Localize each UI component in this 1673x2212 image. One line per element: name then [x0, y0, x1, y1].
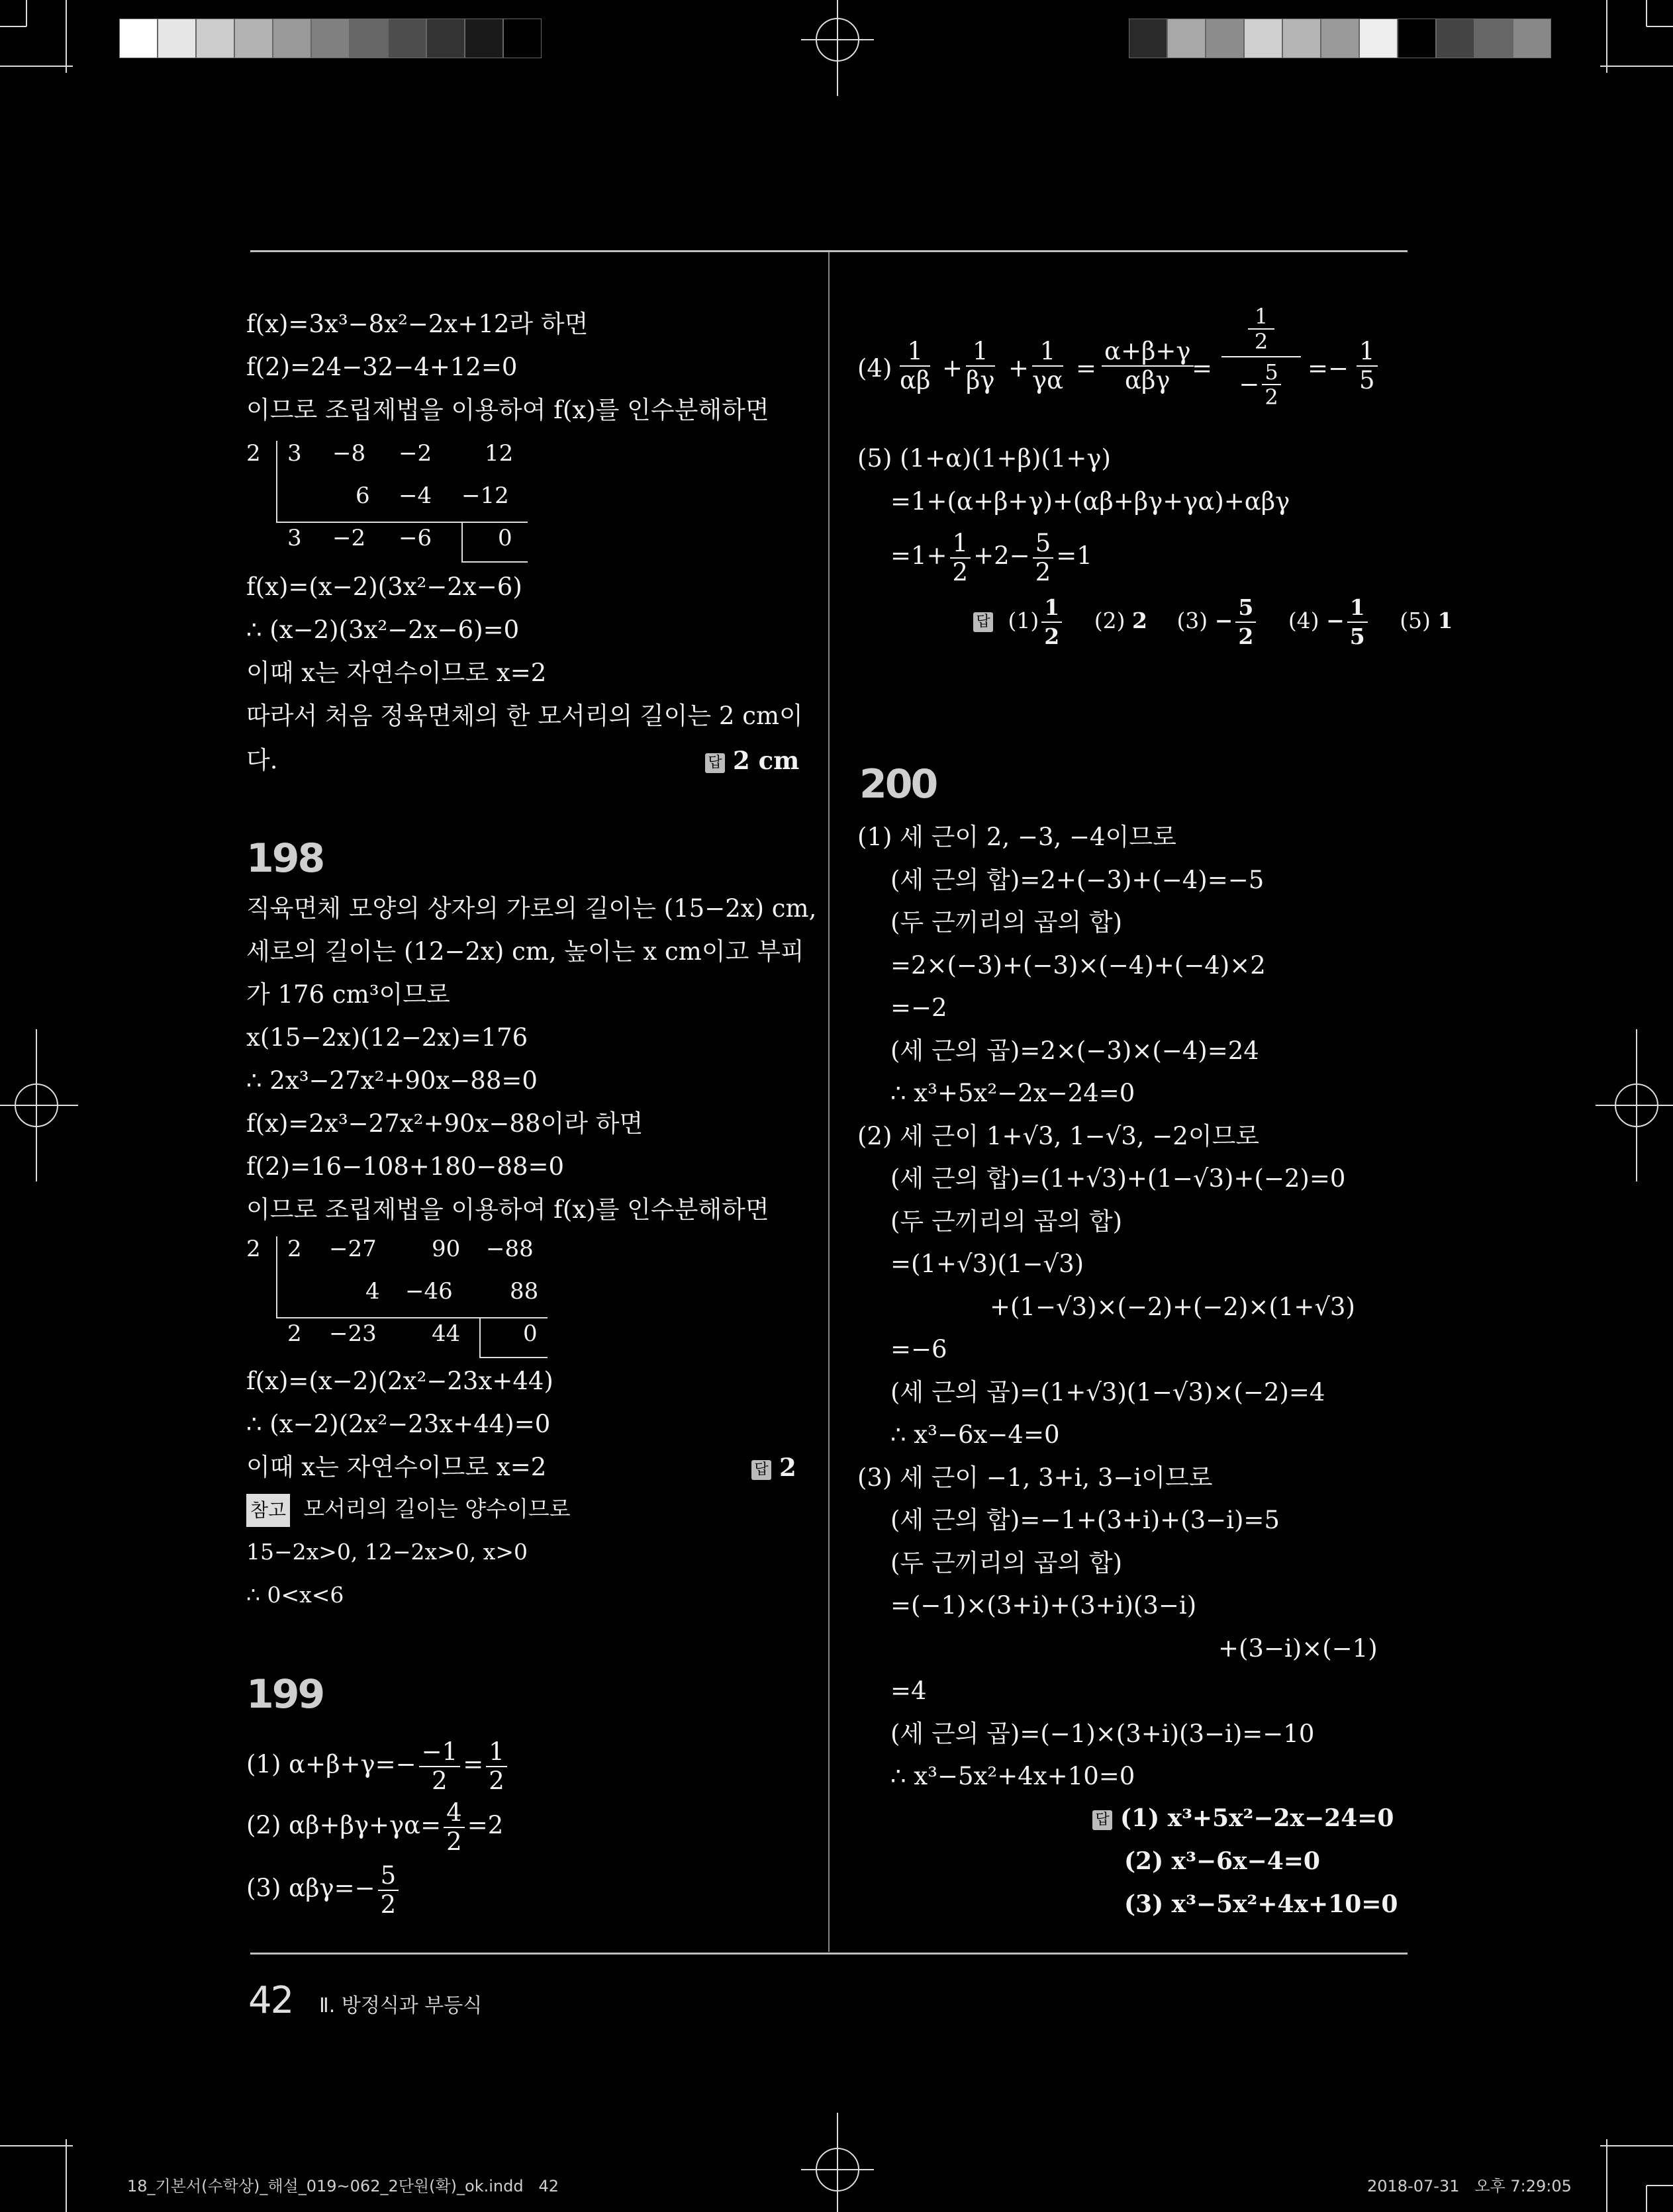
eq-line: (5) (1+α)(1+β)(1+γ) [857, 444, 1111, 473]
frac-den: 5 [1359, 366, 1375, 394]
text-line: 가 176 cm³이므로 [246, 980, 450, 1009]
eq-line: =2×(−3)+(−3)×(−4)+(−4)×2 [890, 950, 1266, 980]
eq-part: =− [1308, 354, 1349, 383]
answer-value: 1 [1437, 608, 1453, 633]
item-line: (3) 세 근이 −1, 3+i, 3−i이므로 [857, 1463, 1213, 1492]
frac-den: 2 [952, 557, 969, 586]
coef: 6 [356, 483, 370, 509]
registration-mark-right [1596, 1029, 1673, 1181]
answer-200-2 [1124, 1845, 1320, 1878]
color-swatch [1436, 19, 1474, 58]
text-line: 세로의 길이는 (12−2x) cm, 높이는 x cm이고 부피 [246, 937, 804, 966]
coef: 90 [432, 1236, 461, 1262]
color-swatch [1244, 19, 1282, 58]
crop-mark-top-right [1567, 0, 1673, 106]
eq-part: = [463, 1750, 484, 1778]
answer-item-label: (2) [1094, 608, 1125, 633]
color-swatch [1474, 19, 1513, 58]
frac-den: 2 [1035, 557, 1051, 586]
eq-part: =1 [1056, 541, 1092, 570]
frac-den: 2 [489, 1766, 504, 1795]
coef: 2 [287, 1236, 302, 1262]
coef: 3 [287, 440, 302, 467]
answer-badge-icon: 답 [705, 753, 725, 773]
frac-den: 2 [1265, 385, 1278, 410]
eq-line: (두 근끼리의 곱의 합) [890, 908, 1123, 937]
color-swatch [273, 19, 311, 58]
divisor: 2 [246, 440, 261, 467]
eq-line: (세 근의 곱)=(−1)×(3+i)(3−i)=−10 [890, 1719, 1315, 1748]
coef: −6 [399, 525, 432, 551]
coef: −2 [399, 440, 432, 467]
frac-num: 1 [1032, 338, 1063, 367]
coef: −4 [399, 483, 432, 509]
remainder: 0 [523, 1320, 538, 1347]
eq-part: (2) αβ+βγ+γα= [246, 1811, 442, 1839]
coef: 88 [510, 1278, 539, 1305]
eq-line: (세 근의 곱)=(1+√3)(1−√3)×(−2)=4 [890, 1377, 1325, 1406]
eq-line: f(2)=24−32−4+12=0 [246, 353, 518, 381]
column-divider [828, 252, 830, 1952]
registration-mark-left [0, 1029, 79, 1181]
left-color-bar [119, 19, 543, 58]
coef: −46 [405, 1278, 453, 1305]
answer-value: 2 cm [733, 746, 800, 775]
frac-num: 5 [1235, 594, 1256, 623]
eq-line: =−2 [890, 993, 947, 1022]
frac-num: α+β+γ [1102, 338, 1194, 367]
eq-line: =4 [890, 1677, 927, 1705]
color-swatch [1398, 19, 1436, 58]
eq-line-199-3 [246, 1857, 401, 1920]
frac-num: 1 [966, 338, 995, 367]
text-line: 이므로 조립제법을 이용하여 f(x)를 인수분해하면 [246, 1195, 769, 1224]
remainder: 0 [498, 525, 512, 551]
frac-num: 1 [1357, 338, 1378, 367]
note [246, 1493, 571, 1527]
frac-den: γα [1032, 366, 1064, 394]
answer-200-1 [1092, 1802, 1394, 1835]
item-line: (1) 세 근이 2, −3, −4이므로 [857, 823, 1176, 851]
eq-line: f(x)=(x−2)(2x²−23x+44) [246, 1367, 553, 1395]
coef: −27 [329, 1236, 377, 1262]
answer-item-label: (5) [1400, 608, 1431, 633]
eq-part: =2 [467, 1811, 504, 1839]
crop-mark-top-left [0, 0, 106, 106]
problem-number-199: 199 [246, 1671, 324, 1718]
note-label: 참고 [246, 1494, 290, 1527]
frac-den: αβ [900, 366, 931, 394]
answer-199 [973, 589, 1453, 653]
color-swatch [1282, 19, 1321, 58]
color-swatch [1167, 19, 1206, 58]
crop-mark-bottom-left [0, 2106, 106, 2212]
eq-line: ∴ (x−2)(2x²−23x+44)=0 [246, 1410, 551, 1438]
frac-num: 4 [444, 1799, 465, 1828]
color-swatch [1513, 19, 1551, 58]
coef: −8 [332, 440, 366, 467]
eq-line: f(x)=2x³−27x²+90x−88이라 하면 [246, 1109, 644, 1138]
eq-part: (1) α+β+γ=− [246, 1750, 416, 1778]
color-swatch [196, 19, 234, 58]
eq-line: 15−2x>0, 12−2x>0, x>0 [246, 1539, 528, 1565]
file-slug: 18_기본서(수학상)_해설_019~062_2단원(확)_ok.indd 42 [127, 2177, 559, 2195]
text-line: 다. [246, 746, 278, 774]
frac-den: 2 [1044, 623, 1060, 649]
registration-mark-top [801, 0, 874, 99]
text-line: 이므로 조립제법을 이용하여 f(x)를 인수분해하면 [246, 396, 769, 424]
coef: −2 [332, 525, 366, 551]
frac-num: 1 [1041, 594, 1062, 623]
coef: −12 [461, 483, 509, 509]
eq-line: x(15−2x)(12−2x)=176 [246, 1023, 528, 1052]
color-swatch [1129, 19, 1167, 58]
eq-line: (세 근의 곱)=2×(−3)×(−4)=24 [890, 1036, 1259, 1065]
right-color-bar [1129, 19, 1553, 58]
eq-part: (3) αβγ=− [246, 1874, 375, 1902]
eq-line: (세 근의 합)=2+(−3)+(−4)=−5 [890, 865, 1265, 894]
frac-den: αβγ [1125, 366, 1171, 394]
coef: 4 [365, 1278, 380, 1305]
eq-line: +(3−i)×(−1) [1218, 1634, 1378, 1663]
eq-line: f(x)=3x³−8x²−2x+12라 하면 [246, 310, 589, 338]
eq-line: ∴ x³+5x²−2x−24=0 [890, 1079, 1135, 1107]
frac-num: 5 [1262, 360, 1280, 385]
frac-num: 1 [1248, 304, 1274, 330]
frac-num: 1 [486, 1738, 507, 1767]
answer-197 [705, 744, 799, 778]
answer-item-label: (1) [1008, 608, 1039, 633]
registration-mark-bottom [801, 2113, 874, 2212]
crop-mark-bottom-right [1567, 2106, 1673, 2212]
color-swatch [234, 19, 273, 58]
answer-badge-icon: 답 [973, 612, 993, 632]
answer-value: (2) x³−6x−4=0 [1124, 1847, 1320, 1875]
color-swatch [426, 19, 465, 58]
frac-den: 2 [446, 1827, 462, 1856]
color-swatch [350, 19, 388, 58]
frac-num: 1 [1347, 594, 1368, 623]
color-swatch [1321, 19, 1359, 58]
eq-line: =−6 [890, 1335, 947, 1363]
coef: −88 [486, 1236, 534, 1262]
color-swatch [503, 19, 542, 58]
answer-item-label: (4) [1288, 608, 1319, 633]
eq-line [890, 524, 1092, 588]
frac-num: 1 [900, 338, 930, 367]
text-line: 따라서 처음 정육면체의 한 모서리의 길이는 2 cm이 [246, 702, 803, 730]
item-line: (2) 세 근이 1+√3, 1−√3, −2이므로 [857, 1121, 1260, 1150]
eq-line: (세 근의 합)=−1+(3+i)+(3−i)=5 [890, 1506, 1280, 1534]
eq-line: =(−1)×(3+i)+(3+i)(3−i) [890, 1591, 1197, 1620]
problem-number-200: 200 [859, 761, 937, 807]
eq-line: ∴ (x−2)(3x²−2x−6)=0 [246, 616, 520, 644]
text-line: 직육면체 모양의 상자의 가로의 길이는 (15−2x) cm, [246, 894, 817, 923]
color-swatch [311, 19, 350, 58]
color-swatch [388, 19, 426, 58]
eq-line: ∴ x³−6x−4=0 [890, 1420, 1060, 1449]
coef: 12 [485, 440, 514, 467]
eq-line: ∴ 0<x<6 [246, 1582, 344, 1608]
frac-den: 2 [1238, 623, 1254, 649]
answer-200-3 [1124, 1888, 1398, 1921]
color-swatch [465, 19, 503, 58]
frac-den: βγ [966, 366, 995, 394]
color-swatch [1206, 19, 1244, 58]
eq-line: f(x)=(x−2)(3x²−2x−6) [246, 573, 522, 601]
eq-line: f(2)=16−108+180−88=0 [246, 1152, 565, 1181]
answer-sign: − [1214, 608, 1233, 633]
color-swatch [119, 19, 158, 58]
eq-line: =(1+√3)(1−√3) [890, 1250, 1084, 1278]
text-line: 이때 x는 자연수이므로 x=2 [246, 659, 547, 687]
eq-line: +(1−√3)×(−2)+(−2)×(1+√3) [990, 1292, 1355, 1321]
frac-den: 2 [1254, 329, 1268, 354]
page-number: 42 [248, 1979, 293, 2022]
answer-sign: − [1326, 608, 1345, 633]
eq-line: (세 근의 합)=(1+√3)+(1−√3)+(−2)=0 [890, 1164, 1346, 1193]
answer-value: 2 [1131, 608, 1147, 633]
coef: 2 [287, 1320, 302, 1347]
problem-number-198: 198 [246, 835, 324, 882]
frac-num: 5 [378, 1862, 399, 1891]
color-swatch [1359, 19, 1398, 58]
coef: 44 [432, 1320, 461, 1347]
eq-line: =1+(α+β+γ)+(αβ+βγ+γα)+αβγ [890, 487, 1290, 516]
answer-value: 2 [779, 1453, 796, 1482]
frac-den: 2 [380, 1890, 397, 1919]
chapter-title: Ⅱ. 방정식과 부등식 [319, 1994, 483, 2017]
frac-num: 5 [1033, 530, 1054, 559]
frac-den: 5 [1349, 623, 1365, 649]
print-datetime: 2018-07-31 오후 7:29:05 [1367, 2177, 1572, 2195]
eq-part: +2− [973, 541, 1030, 570]
answer-value: (1) x³+5x²−2x−24=0 [1120, 1804, 1394, 1832]
coef: −23 [329, 1320, 377, 1347]
frac-num: −1 [419, 1738, 461, 1767]
synthetic-division-1 [246, 437, 538, 563]
eq-line-199-2 [246, 1794, 503, 1857]
bottom-rule [250, 1953, 1408, 1955]
answer-value: (3) x³−5x²+4x+10=0 [1124, 1890, 1398, 1918]
eq-line-199-1 [246, 1733, 510, 1796]
frac-num: 1 [950, 530, 971, 559]
eq-line: (두 근끼리의 곱의 합) [890, 1207, 1123, 1236]
text-line: 이때 x는 자연수이므로 x=2 [246, 1453, 547, 1481]
divisor: 2 [246, 1236, 261, 1262]
color-swatch [158, 19, 196, 58]
answer-item-label: (3) [1176, 608, 1208, 633]
eq-line: ∴ x³−5x²+4x+10=0 [890, 1762, 1135, 1790]
synthetic-division-2 [246, 1232, 551, 1358]
eq-line: (두 근끼리의 곱의 합) [890, 1548, 1123, 1577]
frac-den: 2 [432, 1766, 448, 1795]
note-text: 모서리의 길이는 양수이므로 [303, 1496, 571, 1522]
item-label: (4) [857, 354, 892, 383]
answer-badge-icon: 답 [1092, 1810, 1112, 1830]
eq-line: ∴ 2x³−27x²+90x−88=0 [246, 1066, 538, 1095]
eq-part: =1+ [890, 541, 947, 570]
coef: 3 [287, 525, 302, 551]
answer-badge-icon: 답 [751, 1460, 771, 1480]
answer-198 [751, 1451, 796, 1485]
